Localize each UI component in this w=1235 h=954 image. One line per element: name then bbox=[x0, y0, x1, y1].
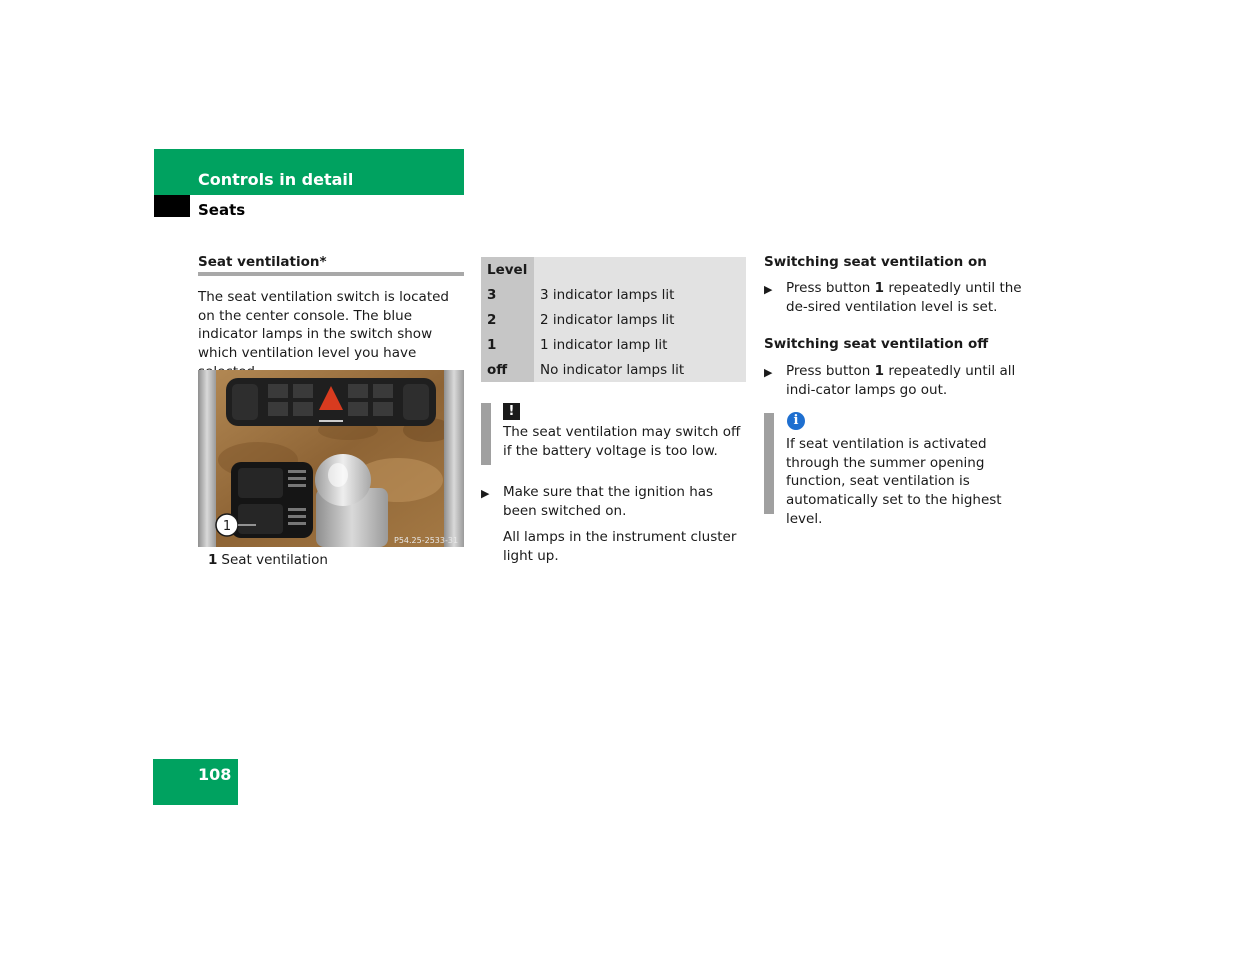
switch-off-heading: Switching seat ventilation off bbox=[764, 336, 989, 352]
level-cell: off bbox=[481, 357, 534, 382]
level-cell: 2 bbox=[481, 307, 534, 332]
step-prefix: Press button bbox=[786, 280, 875, 296]
info-icon: i bbox=[787, 412, 805, 430]
table-header-level: Level bbox=[481, 257, 534, 282]
level-cell: 1 bbox=[481, 332, 534, 357]
intro-paragraph: The seat ventilation switch is located on the center console. The blue indicator lamps in the switch show which ventilation level you have bbox=[198, 289, 450, 362]
step-prefix: Press button bbox=[786, 363, 875, 379]
table-row bbox=[481, 332, 746, 357]
ignition-result: All lamps in the instrument cluster light up. bbox=[503, 529, 737, 564]
step-suffix: repeatedly until all indi-cator lamps go out. bbox=[786, 363, 1016, 398]
table-row bbox=[481, 307, 746, 332]
topic-heading: Seat ventilation* bbox=[198, 254, 327, 270]
switch-on-heading: Switching seat ventilation on bbox=[764, 254, 987, 270]
center-console-photo bbox=[198, 370, 464, 547]
chapter-title: Controls in detail bbox=[198, 170, 354, 189]
button-number: 1 bbox=[874, 363, 885, 379]
figure-reference-code: P54.25-2533-31 bbox=[394, 536, 459, 545]
table-row bbox=[481, 282, 746, 307]
table-header-blank bbox=[534, 257, 746, 282]
ignition-step: Make sure that the ignition has been switched on. bbox=[503, 484, 714, 519]
level-cell: 3 bbox=[481, 282, 534, 307]
bullet-arrow-icon: ▶ bbox=[481, 487, 490, 500]
exclamation-icon: ! bbox=[503, 403, 520, 420]
warning-text: The seat ventilation may switch off if the battery voltage is too low. bbox=[503, 424, 741, 459]
table-header-row bbox=[481, 257, 746, 282]
caption-number: 1 bbox=[208, 552, 218, 568]
heading-rule bbox=[198, 272, 464, 276]
bullet-arrow-icon: ▶ bbox=[764, 283, 773, 296]
section-marker bbox=[154, 195, 190, 217]
description-cell: 3 indicator lamps lit bbox=[534, 282, 746, 307]
bullet-arrow-icon: ▶ bbox=[764, 366, 773, 379]
switch-off-step bbox=[786, 362, 1036, 399]
figure-callout: 1 bbox=[222, 519, 232, 534]
table-row bbox=[481, 357, 746, 382]
warning-bar bbox=[481, 403, 491, 465]
page-number: 108 bbox=[198, 765, 232, 784]
figure-caption bbox=[208, 552, 328, 568]
caption-text: Seat ventilation bbox=[221, 552, 328, 568]
step-suffix: repeatedly until the de-sired ventilation level is set. bbox=[786, 280, 1022, 315]
info-bar bbox=[764, 413, 774, 514]
description-cell: No indicator lamps lit bbox=[534, 357, 746, 382]
switch-on-step bbox=[786, 279, 1036, 316]
description-cell: 1 indicator lamp lit bbox=[534, 332, 746, 357]
info-text: If seat ventilation is activated through the summer opening function, seat ventilation is automatically set to the highest level. bbox=[786, 436, 1002, 527]
button-number: 1 bbox=[874, 280, 885, 296]
section-title: Seats bbox=[198, 201, 246, 219]
ventilation-level-table bbox=[481, 257, 746, 382]
description-cell: 2 indicator lamps lit bbox=[534, 307, 746, 332]
